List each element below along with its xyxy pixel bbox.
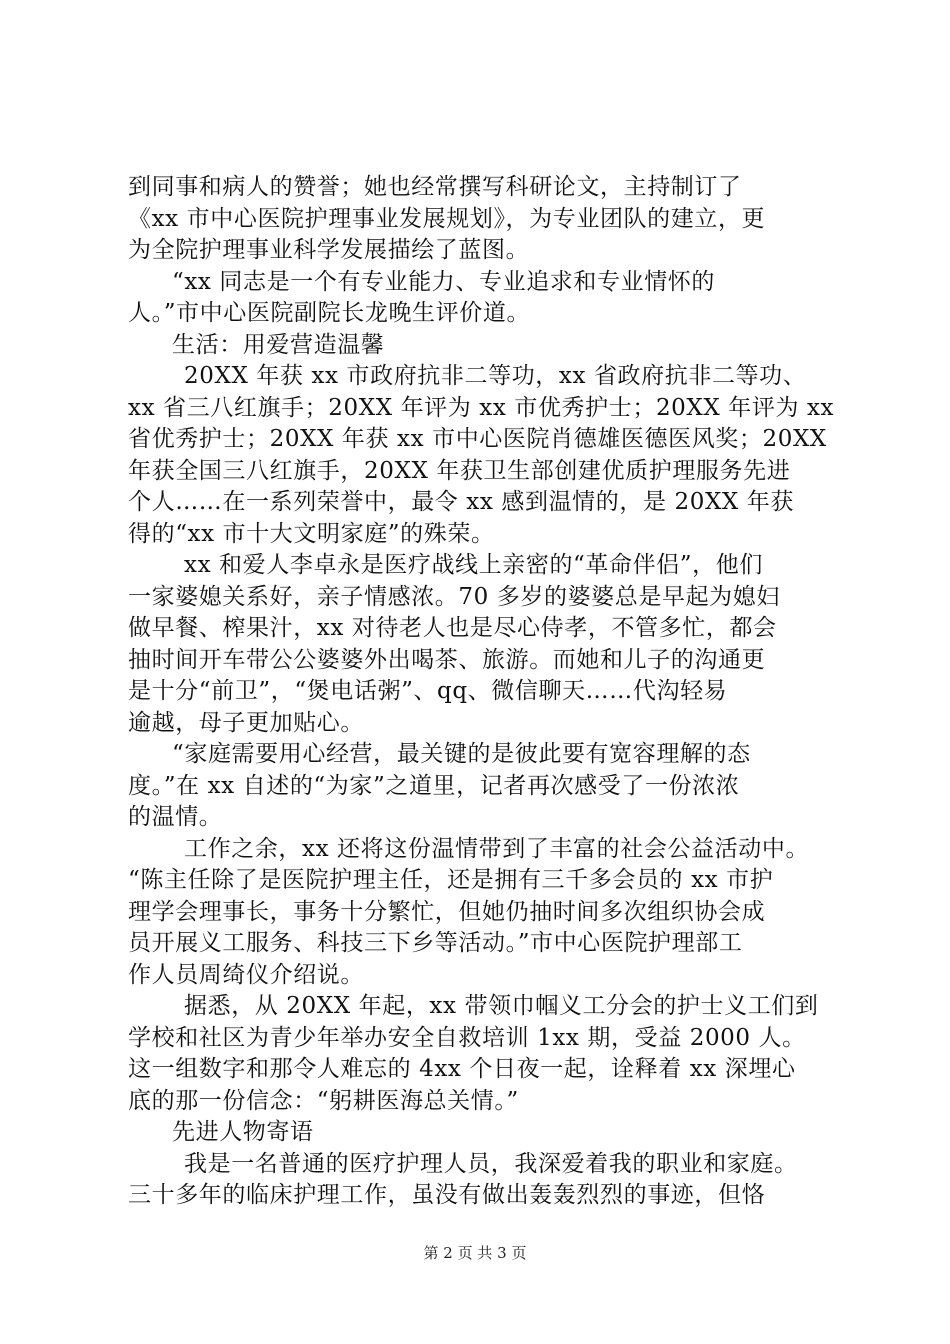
text-line: 这一组数字和那令人难忘的 4xx 个日夜一起，诠释着 xx 深埋心 [128,1056,796,1082]
text-line: 到同事和病人的赞誉；她也经常撰写科研论文，主持制订了 [128,174,742,200]
text-line: 个人……在一系列荣誉中，最令 xx 感到温情的，是 20XX 年获 [128,489,795,515]
section-heading: 先进人物寄语 [172,1119,314,1145]
text-line: 一家婆媳关系好，亲子情感浓。70 多岁的婆婆总是早起为媳妇 [128,583,780,610]
text-line: 《xx 市中心医院护理事业发展规划》，为专业团队的建立，更 [128,205,766,232]
page-number-footer: 第 2 页 共 3 页 [423,1244,527,1262]
text-line: 作人员周绮仪介绍说。 [128,961,364,988]
document-body [128,172,835,1212]
text-line: 理学会理事长，事务十分繁忙，但她仍抽时间多次组织协会成 [128,898,766,925]
text-line: 抽时间开车带公公婆婆外出喝茶、旅游。而她和儿子的沟通更 [128,646,766,673]
text-line: 做早餐、榨果汁，xx 对待老人也是尽心侍孝，不管多忙，都会 [128,615,777,641]
text-line: 得的“xx 市十大文明家庭”的殊荣。 [128,520,495,547]
text-line: 年获全国三八红旗手，20XX 年获卫生部创建优质护理服务先进 [128,457,791,484]
text-line: 学校和社区为青少年举办安全自救培训 1xx 期，受益 2000 人。 [128,1024,806,1051]
text-line: 省优秀护士；20XX 年获 xx 市中心医院肖德雄医德医风奖；20XX [128,426,827,452]
text-line: 逾越，母子更加贴心。 [128,709,364,736]
text-line: 据悉，从 20XX 年起，xx 带领巾帼义工分会的护士义工们到 [184,993,819,1019]
text-line: 工作之余，xx 还将这份温情带到了丰富的社会公益活动中。 [184,835,810,862]
text-line: 度。”在 xx 自述的“为家”之道里，记者再次感受了一份浓浓 [128,772,740,799]
section-heading: 生活：用爱营造温馨 [172,331,385,358]
text-line: “家庭需要用心经营，最关键的是彼此要有宽容理解的态 [172,741,751,767]
text-line: 20XX 年获 xx 市政府抗非二等功，xx 省政府抗非二等功、 [184,363,807,389]
text-line: 是十分“前卫”，“煲电话粥”、qq、微信聊天……代沟轻易 [128,678,728,704]
text-line: xx 和爱人李卓永是医疗战线上亲密的“革命伴侣”，他们 [184,552,763,578]
text-line: xx 省三八红旗手；20XX 年评为 xx 市优秀护士；20XX 年评为 xx [128,394,835,421]
text-line: “xx 同志是一个有专业能力、专业追求和专业情怀的 [172,268,716,295]
text-line: 员开展义工服务、科技三下乡等活动。”市中心医院护理部工 [128,930,743,956]
text-line: 我是一名普通的医疗护理人员，我深爱着我的职业和家庭。 [184,1150,798,1177]
text-line: 三十多年的临床护理工作，虽没有做出轰轰烈烈的事迹，但恪 [128,1182,766,1208]
text-line: 为全院护理事业科学发展描绘了蓝图。 [128,237,530,263]
text-line: “陈主任除了是医院护理主任，还是拥有三千多会员的 xx 市护 [128,867,774,893]
text-line: 底的那一份信念：“躬耕医海总关情。” [128,1087,519,1114]
text-line: 人。”市中心医院副院长龙晚生评价道。 [128,300,531,326]
text-line: 的温情。 [128,804,223,830]
